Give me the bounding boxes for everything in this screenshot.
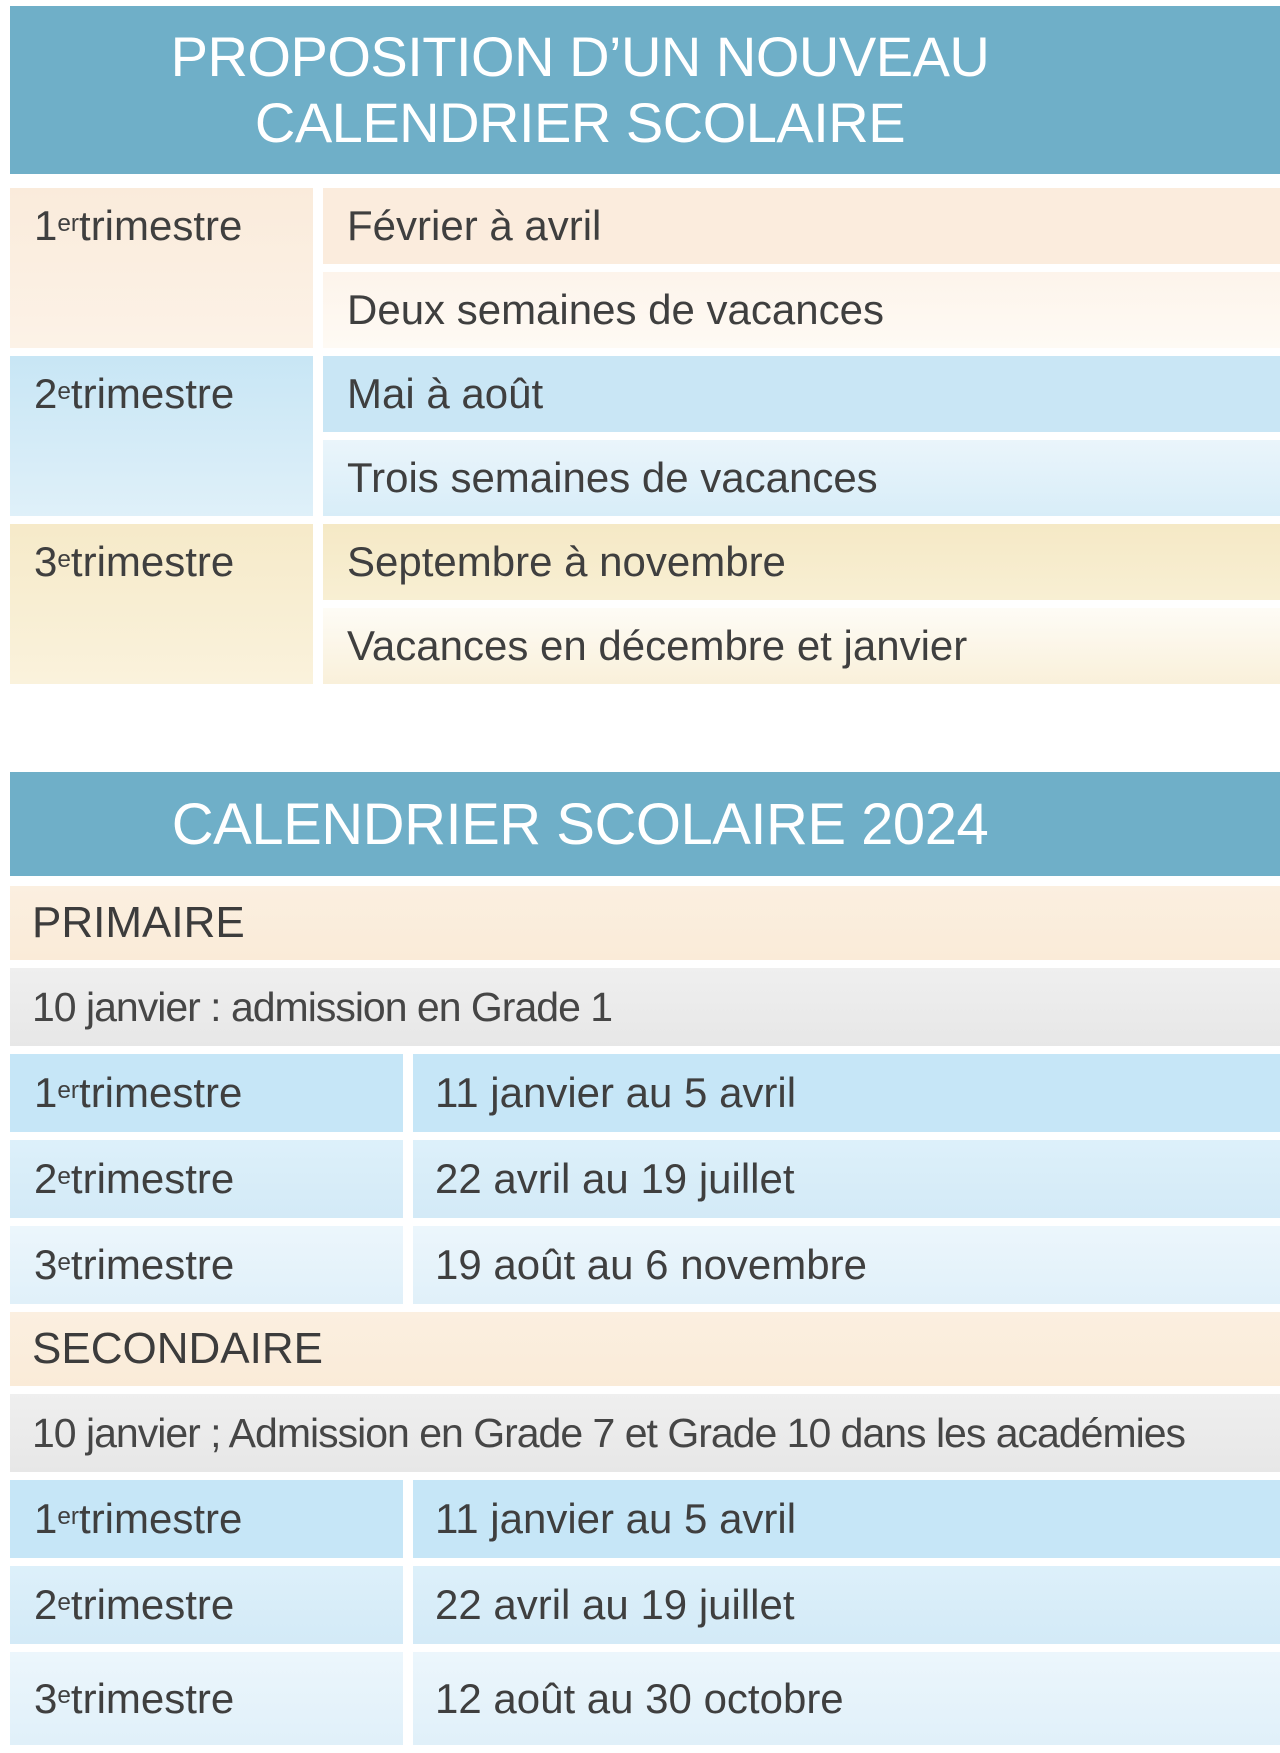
proposal-table <box>10 188 1280 684</box>
trimester-number: 1 <box>34 202 58 249</box>
trimester-number: 2 <box>34 1155 58 1202</box>
trimester-word: trimestre <box>70 1155 235 1202</box>
secondaire-trimester-1-row <box>10 1480 1280 1558</box>
primaire-trimester-1-dates: 11 janvier au 5 avril <box>413 1054 1280 1132</box>
primaire-trimester-3-row <box>10 1226 1280 1304</box>
proposal-trimester-2-block <box>10 356 1280 516</box>
primaire-trimester-2-row <box>10 1140 1280 1218</box>
trimester-word: trimestre <box>79 1069 243 1116</box>
secondaire-trimester-3-dates: 12 août au 30 octobre <box>413 1652 1280 1745</box>
secondaire-trimester-2-dates: 22 avril au 19 juillet <box>413 1566 1280 1644</box>
trimester-2-label-cell <box>10 356 313 516</box>
trimester-word: trimestre <box>70 1581 235 1628</box>
secondaire-trimester-1-dates: 11 janvier au 5 avril <box>413 1480 1280 1558</box>
trimester-number: 1 <box>34 1495 58 1542</box>
secondaire-admission-note: 10 janvier ; Admission en Grade 7 et Grade 10 dans les académies <box>10 1394 1280 1472</box>
trimester-1-period: Février à avril <box>323 188 1280 264</box>
primaire-admission-note: 10 janvier : admission en Grade 1 <box>10 968 1280 1046</box>
primaire-trimester-2-label: 2 $^e$ trimestre <box>10 1140 403 1218</box>
secondaire-trimester-2-row <box>10 1566 1280 1644</box>
trimester-word: trimestre <box>70 538 235 585</box>
trimester-word: trimestre <box>70 370 235 417</box>
proposal-header-banner <box>10 6 1280 174</box>
proposal-trimester-1-block <box>10 188 1280 348</box>
secondaire-trimester-1-label: 1 $^{er}$ trimestre <box>10 1480 403 1558</box>
proposal-header-line2: CALENDRIER SCOLAIRE <box>254 91 906 154</box>
primaire-trimester-3-dates: 19 août au 6 novembre <box>413 1226 1280 1304</box>
trimester-number: 2 <box>34 370 58 417</box>
trimester-number: 3 <box>34 538 58 585</box>
calendar-2024-title: CALENDRIER SCOLAIRE 2024 <box>171 791 989 857</box>
trimester-1-label-cell <box>10 188 313 348</box>
proposal-trimester-3-block <box>10 524 1280 684</box>
calendar-2024-banner <box>10 772 1280 876</box>
primaire-trimester-1-row <box>10 1054 1280 1132</box>
secondaire-trimester-3-row <box>10 1652 1280 1745</box>
proposal-header-line1: PROPOSITION D’UN NOUVEAU <box>170 25 990 89</box>
trimester-word: trimestre <box>70 1241 235 1288</box>
primaire-trimester-1-label: 1 $^{er}$ trimestre <box>10 1054 403 1132</box>
trimester-number: 1 <box>34 1069 58 1116</box>
trimester-2-period: Mai à août <box>323 356 1280 432</box>
trimester-1-label: 1 $^{er}$ trimestre <box>34 202 243 249</box>
trimester-1-vacation: Deux semaines de vacances <box>323 272 1280 348</box>
trimester-number: 2 <box>34 1581 58 1628</box>
trimester-word: trimestre <box>79 1495 243 1542</box>
secondaire-trimester-3-label: 3 $^e$ trimestre <box>10 1652 403 1745</box>
trimester-2-vacation: Trois semaines de vacances <box>323 440 1280 516</box>
trimester-3-vacation: Vacances en décembre et janvier <box>323 608 1280 684</box>
trimester-number: 3 <box>34 1674 58 1722</box>
trimester-word: trimestre <box>79 202 243 249</box>
trimester-word: trimestre <box>70 1674 235 1722</box>
trimester-2-label: 2 $^e$ trimestre <box>34 370 235 417</box>
section-header-secondaire: SECONDAIRE <box>10 1312 1280 1386</box>
trimester-3-period: Septembre à novembre <box>323 524 1280 600</box>
trimester-number: 3 <box>34 1241 58 1288</box>
primaire-trimester-3-label: 3 $^e$ trimestre <box>10 1226 403 1304</box>
secondaire-trimester-2-label: 2 $^e$ trimestre <box>10 1566 403 1644</box>
primaire-trimester-2-dates: 22 avril au 19 juillet <box>413 1140 1280 1218</box>
trimester-3-label: 3 $^e$ trimestre <box>34 538 235 585</box>
section-header-primaire: PRIMAIRE <box>10 886 1280 960</box>
trimester-3-label-cell <box>10 524 313 684</box>
calendar-2024-table <box>10 886 1280 1745</box>
